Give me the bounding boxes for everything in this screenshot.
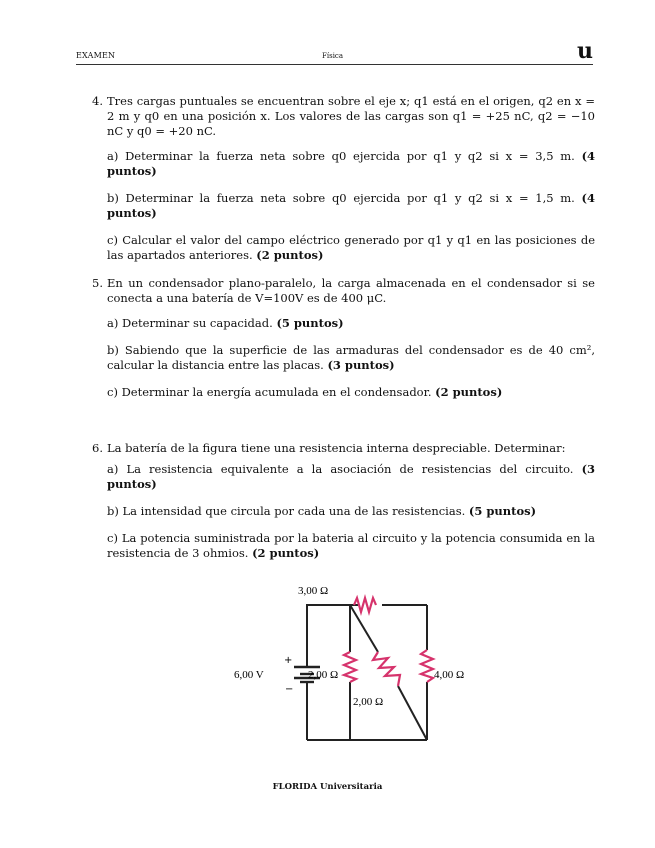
page-footer: FLORIDA Universitaria: [272, 782, 383, 792]
part-points: (2 puntos): [252, 546, 320, 560]
part-text: b) Determinar la fuerza neta sobre q0 ejercida por q1 y q2 si x = 1,5 m.: [107, 191, 575, 205]
label-r-diagonal: 2,00 Ω: [353, 696, 384, 708]
header-subject: Física: [322, 52, 344, 60]
header-exam-label: EXAMEN: [76, 51, 116, 60]
part-points: (3 puntos): [107, 462, 596, 491]
label-r-left: 2,00 Ω: [308, 669, 339, 681]
part-points: (5 puntos): [276, 316, 344, 330]
resistor-right: [421, 650, 433, 682]
circuit-diagram: [232, 572, 480, 752]
question-6: [92, 441, 595, 561]
part-text: c) La potencia suministrada por la bateria al circuito y la potencia consumida en la resistencia de 3 ohmios.: [107, 531, 595, 560]
question-4: [92, 94, 595, 263]
question-stem: Tres cargas puntuales se encuentran sobre el eje x; q1 está en el origen, q2 en x = 2 m y q0 en una posición x. Los valores de las cargas son q1 = +25 nC, q2 = −10 nC y q0 = +20 nC.: [107, 94, 595, 138]
part-text: a) Determinar su capacidad.: [107, 316, 273, 330]
part-text: b) Sabiendo que la superficie de las armaduras del condensador es de 40 cm², calcular la distancia entre las placas.: [107, 343, 595, 372]
label-battery: 6,00 V: [234, 669, 264, 681]
question-number: 4.: [92, 94, 103, 108]
question-part-a: [107, 316, 595, 331]
label-r-top: 3,00 Ω: [298, 585, 329, 597]
question-number: 6.: [92, 441, 103, 455]
battery-minus-sign: −: [285, 684, 294, 695]
part-text: c) Calcular el valor del campo eléctrico generado por q1 y q1 en las posiciones de las apartados anteriores.: [107, 233, 595, 262]
question-part-b: [107, 343, 595, 373]
question-part-b: [107, 504, 595, 519]
part-text: a) La resistencia equivalente a la asociación de resistencias del circuito.: [107, 462, 574, 476]
resistor-diagonal: [373, 652, 400, 686]
part-points: (2 puntos): [435, 385, 503, 399]
label-r-right: 4,00 Ω: [434, 669, 465, 681]
resistor-left: [344, 652, 356, 682]
university-logo: u: [577, 38, 593, 64]
part-points: (3 puntos): [327, 358, 395, 372]
question-part-b: [107, 191, 595, 221]
question-stem: En un condensador plano-paralelo, la carga almacenada en el condensador si se conecta a una batería de V=100V es de 400 μC.: [107, 276, 595, 305]
question-part-c: [107, 385, 595, 400]
part-text: b) La intensidad que circula por cada una de las resistencias.: [107, 504, 466, 518]
question-part-a: [107, 462, 595, 492]
part-text: c) Determinar la energía acumulada en el condensador.: [107, 385, 432, 399]
question-part-a: [107, 149, 595, 179]
part-points: (4 puntos): [107, 191, 595, 220]
question-stem: La batería de la figura tiene una resistencia interna despreciable. Determinar:: [107, 441, 566, 455]
part-text: a) Determinar la fuerza neta sobre q0 ejercida por q1 y q2 si x = 3,5 m.: [107, 149, 575, 163]
question-part-c: [107, 531, 595, 561]
part-points: (4 puntos): [107, 149, 596, 178]
part-points: (5 puntos): [468, 504, 537, 518]
question-5: [92, 276, 595, 400]
question-number: 5.: [92, 276, 103, 290]
question-part-c: [107, 233, 595, 263]
battery-plus-sign: +: [284, 655, 293, 666]
page-header: [76, 38, 593, 65]
part-points: (2 puntos): [256, 248, 324, 262]
